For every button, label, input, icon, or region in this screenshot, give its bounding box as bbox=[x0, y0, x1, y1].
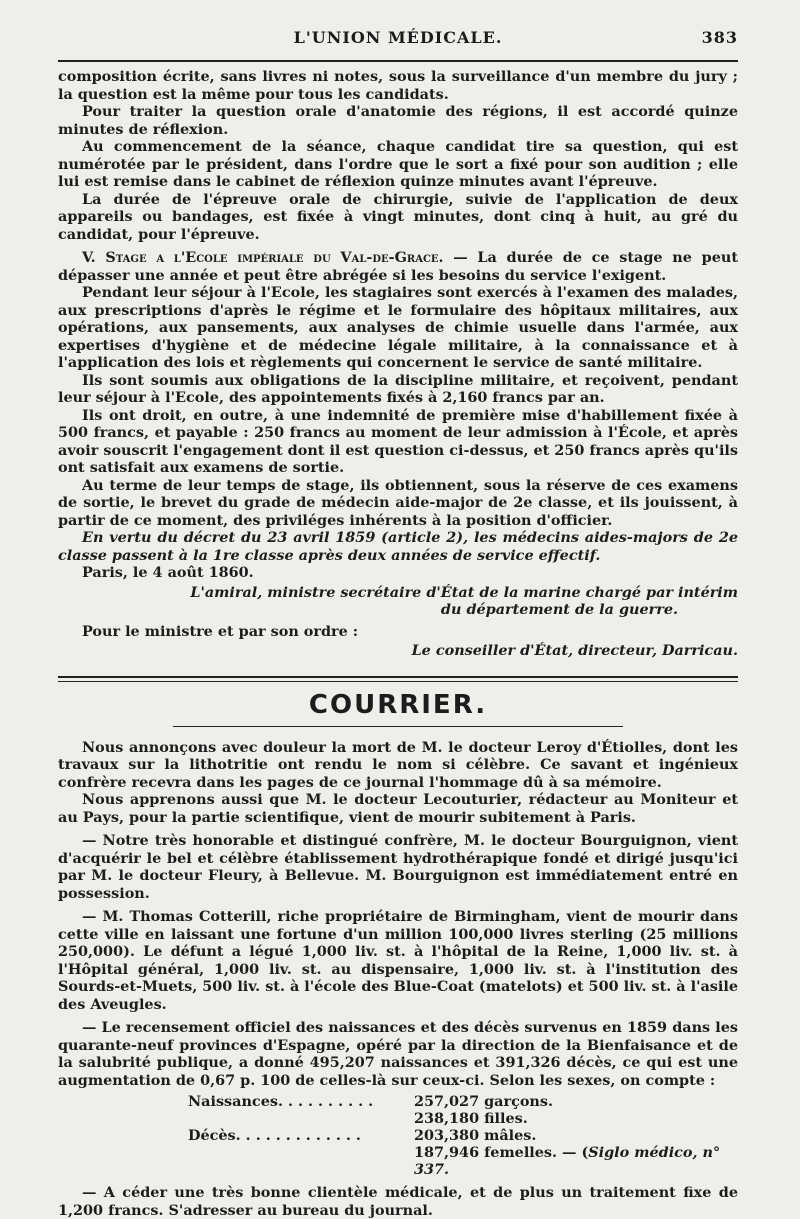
section-divider bbox=[58, 676, 738, 682]
stats-label bbox=[58, 1110, 414, 1127]
news-item: — Notre très honorable et distingué confrère, M. le docteur Bourguignon, vient d'acquérir le bel et célèbre établissement hydrothérapique fondé et dirigé jusqu'ici par M. le docteur Fleury, à Bellevue. M. Bourguignon est immédiatement entré en possession. bbox=[58, 832, 738, 902]
stats-row bbox=[58, 1110, 738, 1127]
section-v-heading: V. Stage a l'Ecole impériale du Val-de-Grace. bbox=[82, 249, 444, 266]
courrier-title: COURRIER. bbox=[308, 689, 488, 720]
stats-label bbox=[58, 1144, 414, 1178]
paragraph: Au terme de leur temps de stage, ils obtiennent, sous la réserve de ces examens de sortie, le brevet du grade de médecin aide-major de 2e classe, et ils jouissent, à partir de ce moment, des priviléges inhérents à la position d'officier. bbox=[58, 476, 738, 529]
stats-value-with-source bbox=[414, 1144, 738, 1178]
divider-rule-thin bbox=[58, 681, 738, 682]
stats-value: 203,380 mâles. bbox=[414, 1127, 537, 1144]
stats-label: Naissances. . . . . . . . . . bbox=[188, 1093, 374, 1110]
minister-line-1: L'amiral, ministre secrétaire d'État de la marine chargé par intérim bbox=[190, 583, 738, 601]
stats-value: 257,027 garçons. bbox=[414, 1093, 554, 1110]
paragraph: composition écrite, sans livres ni notes, sous la surveillance d'un membre du jury ; la question est la même pour tous les candidats. bbox=[58, 68, 738, 103]
journal-title: L'UNION MÉDICALE. bbox=[293, 28, 503, 47]
stats-value: 238,180 filles. bbox=[414, 1110, 528, 1127]
news-item: — Le recensement officiel des naissances et des décès survenus en 1859 dans les quarante-neuf provinces d'Espagne, opéré par la direction de la Bienfaisance et de la salubrité publique, a donné 495,207 naissances et 391,326 décès, ce qui est une augmentation de 0,67 p. 100 de celles-là sur ceux-ci. Selon les sexes, on compte : bbox=[58, 1019, 738, 1089]
section-v-text: — La durée de ce stage ne peut dépasser une année et peut être abrégée si les besoins du service l'exigent. bbox=[58, 249, 738, 284]
news-item: Nous annonçons avec douleur la mort de M. le docteur Leroy d'Étiolles, dont les travaux sur la lithotritie ont rendu le nom si célèbre. Ce savant et ingénieux confrère recevra dans les pages de ce journal l'hommage dû à sa mémoire. bbox=[58, 738, 738, 791]
paragraph: Ils ont droit, en outre, à une indemnité de première mise d'habillement fixée à 500 francs, et payable : 250 francs au moment de leur admission à l'École, et après avoir souscrit l'engagement dont il est question ci-dessus, et 250 francs après qu'ils ont satisfait aux examens de sortie. bbox=[58, 406, 738, 476]
stats-source: Siglo médico, n° 337. bbox=[414, 1144, 721, 1178]
paragraph: Ils sont soumis aux obligations de la discipline militaire, et reçoivent, pendant leur séjour à l'Ecole, des appointements fixés à 2,160 francs par an. bbox=[58, 371, 738, 406]
paragraph: La durée de l'épreuve orale de chirurgie, suivie de l'application de deux appareils ou bandages, est fixée à vingt minutes, dont cinq à huit, au gré du candidat, pour l'épreuve. bbox=[58, 190, 738, 243]
order-signature bbox=[58, 623, 738, 641]
running-head bbox=[58, 28, 738, 48]
divider-rule-thick bbox=[58, 676, 738, 678]
stats-label: Décès. . . . . . . . . . . . . bbox=[188, 1127, 361, 1144]
director-line: Le conseiller d'État, directeur, Darricau. bbox=[411, 642, 738, 659]
order-line: Pour le ministre et par son ordre : bbox=[82, 622, 359, 640]
stats-row bbox=[58, 1093, 738, 1110]
title-rule bbox=[173, 726, 623, 727]
director-signature bbox=[58, 642, 738, 660]
birth-death-stats bbox=[58, 1093, 738, 1178]
news-item: Nous apprenons aussi que M. le docteur Lecouturier, rédacteur au Moniteur et au Pays, pour la partie scientifique, vient de mourir subitement à Paris. bbox=[58, 791, 738, 826]
stats-row bbox=[58, 1144, 738, 1178]
paragraph: Pendant leur séjour à l'Ecole, les stagiaires sont exercés à l'examen des malades, aux prescriptions d'après le régime et le formulaire des hôpitaux militaires, aux opérations, aux pansements, aux analyses de chimie usuelle dans l'armée, aux expertises d'hygiène et de médecine légale militaire, à la connaissance et à l'application des lois et règlements qui concernent le service de santé militaire. bbox=[58, 284, 738, 371]
section-v-paragraph bbox=[58, 249, 738, 284]
news-item: — A céder une très bonne clientèle médicale, et de plus un traitement fixe de 1,200 francs. S'adresser au bureau du journal. bbox=[58, 1184, 738, 1219]
paragraph: Au commencement de la séance, chaque candidat tire sa question, qui est numérotée par le président, dans l'ordre que le sort a fixé pour son audition ; elle lui est remise dans le cabinet de réflexion quinze minutes avant l'épreuve. bbox=[58, 138, 738, 190]
minister-line-2: du département de la guerre. bbox=[440, 601, 678, 618]
page-number: 383 bbox=[701, 28, 738, 47]
stats-value: 187,946 femelles. — ( bbox=[414, 1144, 589, 1161]
news-item: — M. Thomas Cotterill, riche propriétaire de Birmingham, vient de mourir dans cette ville en laissant une fortune d'un million 100,000 livres sterling (25 millions 250,000). Le défunt a légué 1,000 liv. st. à l'hôpital de la Reine, 1,000 liv. st. à l'Hôpital général, 1,000 liv. st. au dispensaire, 1,000 liv. st. à l'institution des Sourds-et-Muets, 500 liv. st. à l'école des Blue-Coat (matelots) et 500 liv. st. à l'asile des Aveugles. bbox=[58, 908, 738, 1013]
dateline: Paris, le 4 août 1860. bbox=[82, 564, 254, 581]
minister-signature bbox=[58, 584, 738, 619]
header-rule bbox=[58, 60, 738, 62]
decree-text: En vertu du décret du 23 avril 1859 (article 2), les médecins aides-majors de 2e classe passent à la 1re classe après deux années de service effectif. bbox=[58, 529, 738, 564]
decree-paragraph bbox=[58, 529, 738, 564]
paragraph: Pour traiter la question orale d'anatomie des régions, il est accordé quinze minutes de réflexion. bbox=[58, 103, 738, 138]
stats-row bbox=[58, 1127, 738, 1144]
